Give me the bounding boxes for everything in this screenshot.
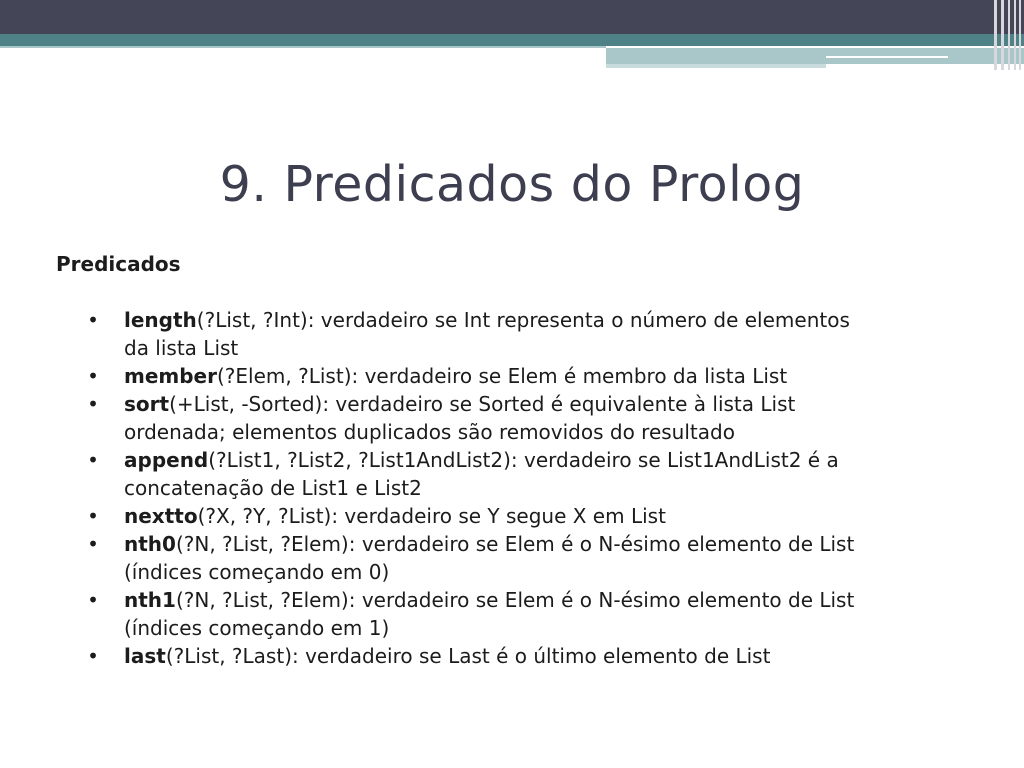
bullet-icon: • (87, 308, 99, 332)
edge-stripes (990, 0, 1024, 70)
predicate-description-continued: (índices começando em 0) (124, 560, 390, 584)
list-item (86, 390, 986, 446)
predicate-name: append (124, 448, 209, 472)
predicate-description: (?N, ?List, ?Elem): verdadeiro se Elem é o N-ésimo elemento de List (175, 588, 855, 612)
predicate-name: nth1 (124, 588, 176, 612)
list-item (86, 446, 986, 502)
predicate-description: (?N, ?List, ?Elem): verdadeiro se Elem é o N-ésimo elemento de List (175, 532, 855, 556)
header-light-bar-lower (606, 64, 826, 68)
predicate-description: (?List, ?Last): verdadeiro se Last é o último elemento de List (165, 644, 771, 668)
predicate-name: length (124, 308, 197, 332)
predicate-description: (?List1, ?List2, ?List1AndList2): verdadeiro se List1AndList2 é a (208, 448, 839, 472)
bullet-icon: • (87, 504, 99, 528)
list-item (86, 530, 986, 586)
list-item (86, 502, 986, 530)
predicate-name: last (124, 644, 166, 668)
list-item (86, 642, 986, 670)
list-item (86, 306, 986, 362)
predicate-list (86, 306, 986, 670)
predicate-name: sort (124, 392, 170, 416)
predicate-description: (?X, ?Y, ?List): verdadeiro se Y segue X em List (197, 504, 666, 528)
list-item (86, 586, 986, 642)
predicate-name: member (124, 364, 217, 388)
header-thin-line (0, 46, 606, 48)
section-heading: Predicados (56, 252, 181, 276)
predicate-name: nth0 (124, 532, 176, 556)
slide-title: 9. Predicados do Prolog (219, 156, 805, 213)
predicate-name: nextto (124, 504, 198, 528)
bullet-icon: • (87, 532, 99, 556)
header-accent-line (826, 56, 948, 58)
predicate-description-continued: concatenação de List1 e List2 (124, 476, 422, 500)
predicate-description: (+List, -Sorted): verdadeiro se Sorted é equivalente à lista List (169, 392, 796, 416)
bullet-icon: • (87, 392, 99, 416)
bullet-icon: • (87, 644, 99, 668)
predicate-description: (?Elem, ?List): verdadeiro se Elem é membro da lista List (217, 364, 788, 388)
header-dark-bar (0, 0, 1024, 34)
predicate-description-continued: (índices começando em 1) (124, 616, 390, 640)
bullet-icon: • (87, 364, 99, 388)
predicate-description: (?List, ?Int): verdadeiro se Int representa o número de elementos (196, 308, 850, 332)
predicate-description-continued: ordenada; elementos duplicados são removidos do resultado (124, 420, 735, 444)
list-item (86, 362, 986, 390)
bullet-icon: • (87, 448, 99, 472)
predicate-description-continued: da lista List (124, 336, 239, 360)
bullet-icon: • (87, 588, 99, 612)
header-light-bar (606, 48, 1024, 64)
header-teal-bar (0, 34, 1024, 46)
